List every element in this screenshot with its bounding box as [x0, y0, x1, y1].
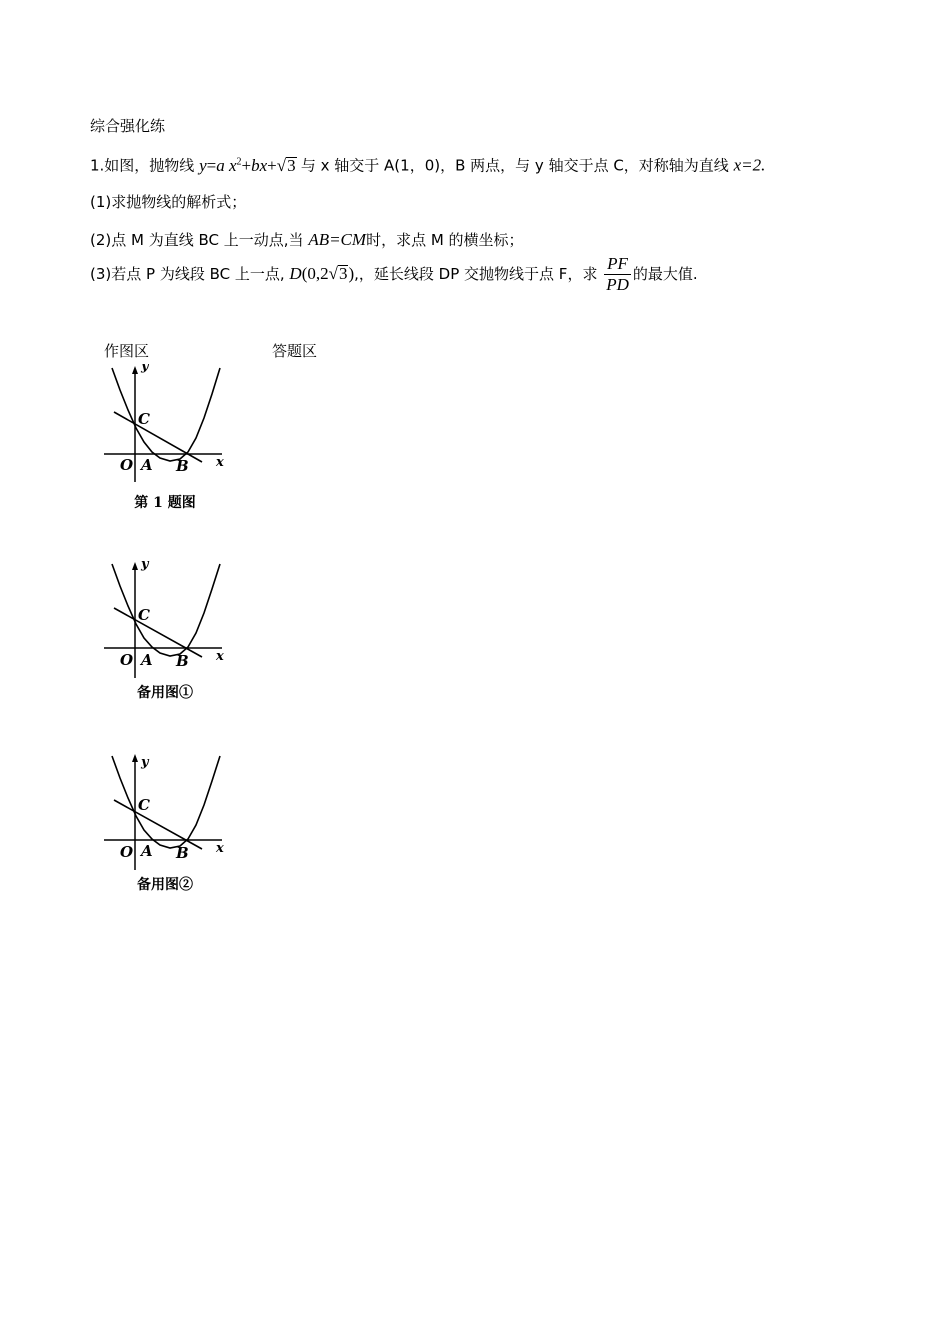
q2-math: AB=CM: [308, 230, 367, 249]
intro-mid: 与 x 轴交于 A(1，0)，B 两点，与 y 轴交于点 C，对称轴为直线: [300, 156, 729, 175]
figure-caption: 备用图②: [137, 877, 193, 893]
y-axis-arrow: [132, 366, 138, 374]
q3-sqrt-radicand: 3: [338, 264, 348, 283]
figure-caption: 第 1 题图: [134, 495, 196, 511]
question-1: (1)求抛物线的解析式；: [90, 193, 247, 211]
sqrt-radicand: 3: [287, 155, 296, 175]
label-a: A: [141, 651, 153, 669]
parabola-curve: [112, 368, 220, 461]
eq-x: x: [228, 155, 237, 175]
parabola-curve: [112, 564, 220, 656]
q3-coord-open: (0,2: [301, 264, 329, 283]
problem-intro: [90, 152, 765, 176]
axis-equation: x=2.: [733, 155, 766, 175]
label-b: B: [176, 844, 189, 862]
line-bc: [114, 800, 202, 849]
eq-plus: +: [267, 155, 277, 175]
sqrt-symbol: √: [276, 155, 287, 175]
sqrt-symbol: √: [328, 264, 338, 283]
q3-suffix: 的最大值.: [632, 265, 698, 283]
equation: [199, 156, 301, 175]
section-title: 综合强化练: [90, 117, 166, 135]
label-b: B: [176, 652, 189, 670]
eq-equals: =: [206, 155, 217, 175]
q3-prefix: (3)若点 P 为线段 BC 上一点,: [90, 265, 285, 283]
label-c: C: [138, 410, 150, 428]
eq-a: a: [216, 155, 225, 175]
label-y: y: [141, 560, 149, 572]
eq-y: y: [199, 155, 207, 175]
label-a: A: [141, 456, 153, 474]
label-o: O: [120, 456, 134, 474]
label-x: x: [216, 649, 224, 664]
drawing-area-label: 作图区: [104, 342, 150, 360]
q2-suffix: 时，求点 M 的横坐标；: [366, 231, 524, 249]
line-bc: [114, 608, 202, 657]
eq-plus: +: [241, 155, 252, 175]
question-3: [90, 254, 698, 295]
figure-backup-2: [100, 752, 230, 902]
intro-prefix: 1.如图，抛物线: [90, 156, 195, 175]
figure-backup-1: [100, 560, 230, 710]
parabola-diagram: [100, 364, 230, 489]
q3-d: D: [289, 264, 302, 283]
label-a: A: [141, 842, 153, 860]
label-y: y: [141, 364, 149, 374]
label-x: x: [216, 455, 224, 470]
y-axis-arrow: [132, 754, 138, 762]
fraction-pf-pd: [604, 254, 631, 295]
fraction-numerator: PF: [604, 254, 631, 275]
parabola-diagram: [100, 752, 230, 877]
question-2: [90, 230, 524, 250]
label-b: B: [176, 457, 189, 475]
parabola-diagram: [100, 560, 230, 685]
fraction-denominator: PD: [606, 275, 629, 294]
label-c: C: [138, 606, 150, 624]
figure-main: [100, 364, 230, 514]
q2-prefix: (2)点 M 为直线 BC 上一动点,当: [90, 231, 304, 249]
q3-coord-close: ): [348, 264, 355, 283]
eq-bx: bx: [251, 155, 268, 175]
answer-area-label: 答题区: [272, 342, 318, 360]
label-y: y: [141, 755, 149, 770]
y-axis-arrow: [132, 562, 138, 570]
label-c: C: [138, 796, 150, 814]
label-o: O: [120, 843, 134, 861]
label-x: x: [216, 841, 224, 856]
eq-square: 2: [236, 156, 242, 167]
label-o: O: [120, 651, 134, 669]
figure-caption: 备用图①: [137, 685, 193, 701]
parabola-curve: [112, 756, 220, 848]
q3-mid: ,，延长线段 DP 交抛物线于点 F，求: [354, 265, 598, 283]
